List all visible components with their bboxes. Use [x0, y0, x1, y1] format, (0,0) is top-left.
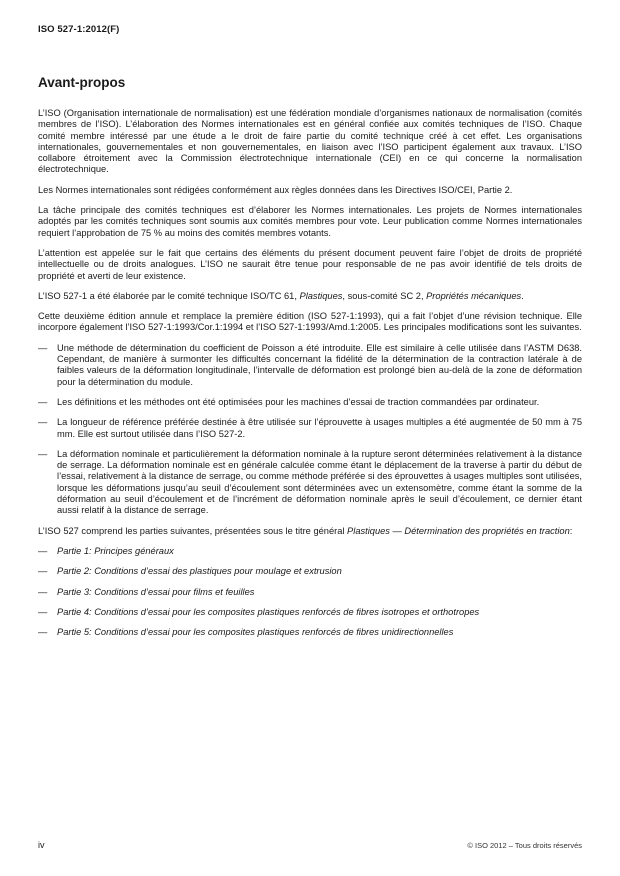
modification-list-item — [38, 417, 582, 440]
dash-marker: — — [38, 627, 48, 638]
list-item-text: Une méthode de détermination du coefficient de Poisson a été introduite. Elle est similaire à celle utilisée dans l’ASTM D638. Cependant, de manière à surmonter les difficultés concernant la fidélité de la détermination de la contraction latérale à de faibles valeurs de la déformation longitudinale, l’intervalle de déformation est prolongé bien au-delà de la zone de déformation pour la détermination du module. — [57, 342, 582, 387]
paragraph-directives: Les Normes internationales sont rédigées conformément aux règles données dans les Directives ISO/CEI, Partie 2. — [38, 184, 513, 195]
paragraph-committee-credit: L’ISO 527-1 a été élaborée par le comité technique ISO/TC 61, Plastiques, sous-comité SC 2, Propriétés mécaniques. — [38, 290, 524, 301]
part-list-item — [38, 607, 582, 618]
dash-marker: — — [38, 448, 48, 459]
list-item-text: Partie 4: Conditions d’essai pour les composites plastiques renforcés de fibres isotropes et orthotropes — [57, 606, 480, 617]
dash-marker: — — [38, 545, 48, 556]
part-list-item — [38, 627, 582, 638]
paragraph-committees: La tâche principale des comités techniques est d’élaborer les Normes internationales. Les projets de Normes internationales adoptés par les comités techniques sont soumis aux comités membres pour vote. Leur publication comme Normes internationales requiert l’approbation de 75 % au moins des comités membres votants. — [38, 205, 582, 238]
paragraph-patent-rights: L’attention est appelée sur le fait que certains des éléments du présent document peuvent faire l’objet de droits de propriété intellectuelle ou de droits analogues. L’ISO ne saurait être tenue pour responsable de ne pas avoir identifié de tels droits de propriété et averti de leur existence. — [38, 247, 582, 281]
list-item-text: Partie 2: Conditions d’essai des plastiques pour moulage et extrusion — [57, 566, 342, 577]
footer-copyright: © ISO 2012 – Tous droits réservés — [467, 841, 582, 850]
list-item-text: Les définitions et les méthodes ont été optimisées pour les machines d’essai de traction commandées par ordinateur. — [57, 396, 540, 407]
modification-list-item — [38, 343, 582, 388]
list-item-text: La longueur de référence préférée destinée à être utilisée sur l’éprouvette à usages multiples a été augmentée de 50 mm à 75 mm. Elle est surtout utilisée dans l’ISO 527-2. — [57, 417, 582, 439]
part-list-item — [38, 546, 582, 557]
dash-marker: — — [38, 586, 48, 597]
part-list-item — [38, 587, 582, 598]
dash-marker: — — [38, 396, 48, 407]
part-list-item — [38, 566, 582, 577]
list-item-text: Partie 5: Conditions d’essai pour les composites plastiques renforcés de fibres unidirectionnelles — [57, 627, 454, 638]
dash-marker: — — [38, 342, 48, 353]
page-title: Avant-propos — [38, 75, 126, 90]
dash-marker: — — [38, 417, 48, 428]
paragraph-series-intro: L’ISO 527 comprend les parties suivantes, présentées sous le titre général Plastiques — Détermination des propriétés en traction: — [38, 525, 573, 536]
dash-marker: — — [38, 606, 48, 617]
paragraph-edition: Cette deuxième édition annule et remplace la première édition (ISO 527-1:1993), qui a fait l’objet d’une révision technique. Elle incorpore également l’ISO 527-1:1993/Cor.1:1994 et l’ISO 527-1:1993/Amd.1:2005. Les principales modifications sont les suivantes. — [38, 311, 582, 333]
modification-list-item — [38, 397, 582, 408]
modification-list-item — [38, 449, 582, 517]
page-footer — [38, 840, 582, 850]
list-item-text: Partie 1: Principes généraux — [57, 545, 174, 556]
list-item-text: Partie 3: Conditions d’essai pour films et feuilles — [57, 586, 255, 597]
dash-marker: — — [38, 566, 48, 577]
list-item-text: La déformation nominale et particulièrement la déformation nominale à la rupture seront déterminées relativement à la distance de serrage. La déformation nominale est en générale calculée comme étant le déplacement de la traverse à partir du début de l’essai, relativement à la distance de serrage, ou comme méthode préférée si des éprouvettes à usages multiples sont utilisées, lorsque les déformations jusqu’au seuil d’écoulement sont déterminées avec un extensomètre, comme étant la somme de la déformation au seuil d’écoulement et de l’incrément de déformation nominale après le seuil d’écoulement, ce dernier étant aussi relatif à la distance de serrage. — [57, 448, 582, 516]
footer-page-number: iv — [38, 840, 45, 850]
paragraph-iso-intro: L’ISO (Organisation internationale de normalisation) est une fédération mondiale d’organismes nationaux de normalisation (comités membres de l’ISO). L’élaboration des Normes internationales est en général confiée aux comités techniques de l’ISO. Chaque comité membre intéressé par une étude a le droit de faire partie du comité technique créé à cet effet. Les organisations internationales, gouvernementales et non gouvernementales, en liaison avec l’ISO participent également aux travaux. L’ISO collabore étroitement avec la Commission électrotechnique internationale (CEI) en ce qui concerne la normalisation électrotechnique. — [38, 108, 582, 175]
document-reference: ISO 527-1:2012(F) — [38, 24, 120, 35]
